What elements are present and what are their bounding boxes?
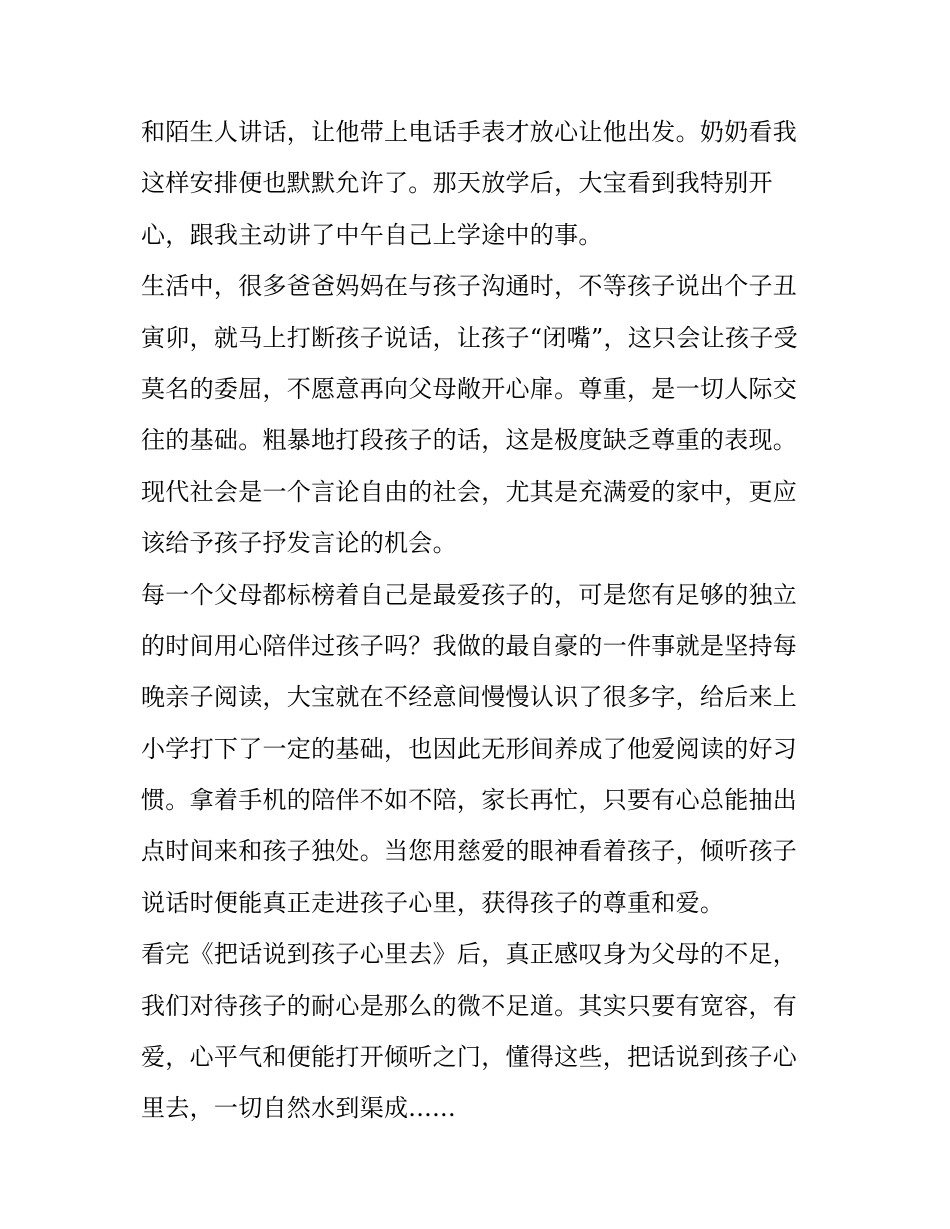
text-line-16: 说话时便能真正走进孩子心里，获得孩子的尊重和爱。 <box>141 888 725 917</box>
text-line-9: 该给予孩子抒发言论的机会。 <box>141 529 457 558</box>
text-line-8: 现代社会是一个言论自由的社会，尤其是充满爱的家中，更应 <box>141 477 798 506</box>
text-line-19: 爱，心平气和便能打开倾听之门，懂得这些，把话说到孩子心 <box>141 1043 798 1072</box>
text-line-11: 的时间用心陪伴过孩子吗？我做的最自豪的一件事就是坚持每 <box>141 631 798 660</box>
text-line-6: 莫名的委屈，不愿意再向父母敞开心扉。尊重，是一切人际交 <box>141 374 798 403</box>
text-line-1: 和陌生人讲话，让他带上电话手表才放心让他出发。奶奶看我 <box>141 118 798 146</box>
text-line-17: 看完《把话说到孩子心里去》后，真正感叹身为父母的不足， <box>141 940 798 969</box>
text-line-5: 寅卯，就马上打断孩子说话，让孩子“闭嘴”，这只会让孩子受 <box>141 323 798 352</box>
text-line-3: 心，跟我主动讲了中午自己上学途中的事。 <box>141 220 603 249</box>
text-line-2: 这样安排便也默默允许了。那天放学后，大宝看到我特别开 <box>141 169 773 198</box>
text-line-12: 晚亲子阅读，大宝就在不经意间慢慢认识了很多字，给后来上 <box>141 683 798 712</box>
text-line-15: 点时间来和孩子独处。当您用慈爱的眼神看着孩子，倾听孩子 <box>141 837 798 866</box>
text-line-18: 我们对待孩子的耐心是那么的微不足道。其实只要有宽容，有 <box>141 991 798 1020</box>
text-line-14: 惯。拿着手机的陪伴不如不陪，家长再忙，只要有心总能抽出 <box>141 786 798 815</box>
text-line-13: 小学打下了一定的基础，也因此无形间养成了他爱阅读的好习 <box>141 734 798 763</box>
text-line-10: 每一个父母都标榜着自己是最爱孩子的，可是您有足够的独立 <box>141 580 798 609</box>
text-line-20: 里去，一切自然水到渠成...... <box>141 1094 456 1123</box>
text-line-4: 生活中，很多爸爸妈妈在与孩子沟通时，不等孩子说出个子丑 <box>141 272 798 301</box>
text-line-7: 往的基础。粗暴地打段孩子的话，这是极度缺乏尊重的表现。 <box>141 426 798 455</box>
document-body <box>141 107 821 1135</box>
